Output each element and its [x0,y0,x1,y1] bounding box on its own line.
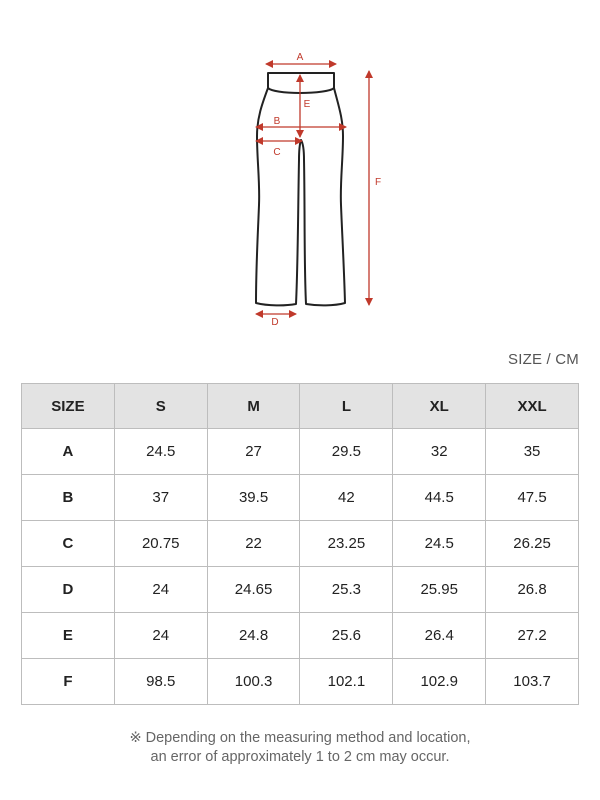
table-cell: 26.8 [486,567,579,613]
row-label-cell: F [22,659,115,705]
table-cell: 47.5 [486,475,579,521]
table-cell: 24.5 [393,521,486,567]
table-cell: 24 [114,567,207,613]
table-cell: 102.1 [300,659,393,705]
measurement-note [0,729,600,767]
measurement-arrows [256,64,369,314]
label-c: C [273,147,281,158]
table-cell: 25.3 [300,567,393,613]
header-xxl: XXL [486,384,579,429]
label-b: B [273,116,281,127]
table-cell: 24.5 [114,429,207,475]
header-l: L [300,384,393,429]
table-cell: 100.3 [207,659,300,705]
table-cell: 102.9 [393,659,486,705]
table-row [22,613,579,659]
table-cell: 24.65 [207,567,300,613]
table-cell: 44.5 [393,475,486,521]
table-row [22,475,579,521]
table-row [22,429,579,475]
table-cell: 22 [207,521,300,567]
table-cell: 32 [393,429,486,475]
table-cell: 27 [207,429,300,475]
row-label-cell: B [22,475,115,521]
table-cell: 98.5 [114,659,207,705]
table-cell: 37 [114,475,207,521]
label-d: D [271,317,279,328]
header-xl: XL [393,384,486,429]
size-table [21,383,579,705]
table-cell: 24.8 [207,613,300,659]
row-label-cell: A [22,429,115,475]
table-cell: 25.6 [300,613,393,659]
table-cell: 39.5 [207,475,300,521]
table-cell: 24 [114,613,207,659]
note-line-1: ※ Depending on the measuring method and location, [129,730,471,746]
table-cell: 29.5 [300,429,393,475]
row-label-cell: D [22,567,115,613]
label-f: F [374,177,382,188]
table-header-row [22,384,579,429]
table-row [22,659,579,705]
table-cell: 42 [300,475,393,521]
table-cell: 26.25 [486,521,579,567]
table-cell: 35 [486,429,579,475]
table-cell: 25.95 [393,567,486,613]
row-label-cell: E [22,613,115,659]
pants-measurement-diagram [0,0,600,340]
table-cell: 103.7 [486,659,579,705]
label-e: E [303,99,311,110]
header-s: S [114,384,207,429]
row-label-cell: C [22,521,115,567]
table-row [22,521,579,567]
table-cell: 26.4 [393,613,486,659]
label-a: A [296,52,304,63]
header-size: SIZE [22,384,115,429]
header-m: M [207,384,300,429]
note-line-2: an error of approximately 1 to 2 cm may occur. [150,749,450,765]
table-cell: 20.75 [114,521,207,567]
table-row [22,567,579,613]
table-cell: 27.2 [486,613,579,659]
unit-label: SIZE / CM [508,351,579,368]
table-cell: 23.25 [300,521,393,567]
